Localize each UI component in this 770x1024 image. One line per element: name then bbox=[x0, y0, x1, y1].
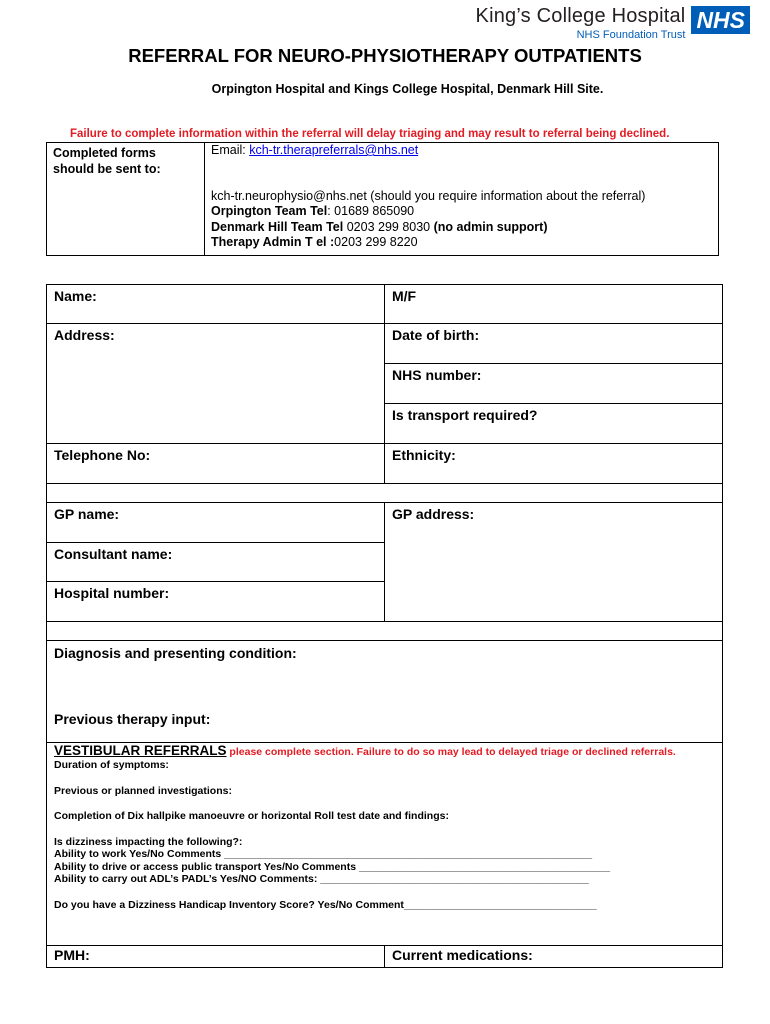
hospital-logo bbox=[476, 4, 750, 41]
hospital-number-field[interactable] bbox=[47, 582, 385, 622]
admin-number: 0203 299 8220 bbox=[334, 235, 418, 249]
spacer-row bbox=[47, 622, 723, 641]
medications-label: Current medications: bbox=[392, 947, 533, 963]
adl-ability-line: Ability to carry out ADL’s PADL’s Yes/NO Comments: ______________________________________________ bbox=[54, 873, 589, 885]
consultant-label: Consultant name: bbox=[54, 546, 173, 562]
name-label: Name: bbox=[54, 288, 97, 304]
referral-form-table bbox=[46, 284, 723, 968]
nhs-number-field[interactable] bbox=[385, 364, 723, 404]
neuro-email: kch-tr.neurophysio@nhs.net (should you require information about the referral) bbox=[211, 188, 646, 203]
dhi-score-line: Do you have a Dizziness Handicap Inventory Score? Yes/No Comment_________________________________ bbox=[54, 898, 597, 911]
pmh-label: PMH: bbox=[54, 947, 90, 963]
diagnosis-label: Diagnosis and presenting condition: bbox=[54, 645, 297, 661]
spacer-row bbox=[47, 484, 723, 503]
warning-text: Failure to complete information within the referral will delay triaging and may result to referral being declined. bbox=[70, 128, 670, 140]
previous-therapy-label: Previous therapy input: bbox=[54, 711, 211, 727]
orpington-label: Orpington Team Tel bbox=[211, 204, 328, 218]
gp-address-field[interactable] bbox=[385, 503, 723, 622]
transport-field[interactable] bbox=[385, 404, 723, 444]
transport-label: Is transport required? bbox=[392, 407, 538, 423]
duration-label: Duration of symptoms: bbox=[54, 759, 169, 771]
page-subtitle: Orpington Hospital and Kings College Hospital, Denmark Hill Site. bbox=[211, 82, 604, 96]
vestibular-note: please complete section. Failure to do so may lead to delayed triage or declined referrals. bbox=[226, 746, 676, 758]
denmark-label: Denmark Hill Team Tel bbox=[211, 219, 344, 234]
ethnicity-label: Ethnicity: bbox=[392, 447, 456, 463]
diagnosis-field[interactable] bbox=[47, 641, 723, 743]
contact-label: Completed forms should be sent to: bbox=[47, 143, 205, 256]
denmark-number: 0203 299 8030 bbox=[343, 219, 434, 234]
name-field[interactable] bbox=[47, 285, 385, 324]
denmark-note: (no admin support) bbox=[433, 219, 548, 234]
gp-name-field[interactable] bbox=[47, 503, 385, 543]
vestibular-section[interactable] bbox=[47, 743, 723, 946]
telephone-label: Telephone No: bbox=[54, 447, 151, 463]
logo-hospital-name: King’s College Hospital bbox=[475, 5, 686, 27]
address-label: Address: bbox=[54, 327, 115, 343]
work-ability-line: Ability to work Yes/No Comments _______________________________________________________________ bbox=[54, 848, 593, 860]
drive-ability-line: Ability to drive or access public transport Yes/No Comments ___________________________________________ bbox=[54, 860, 611, 873]
hospital-number-label: Hospital number: bbox=[54, 585, 170, 601]
admin-label: Therapy Admin T el : bbox=[211, 235, 335, 249]
dob-label: Date of birth: bbox=[392, 327, 480, 343]
orpington-number: : 01689 865090 bbox=[327, 204, 415, 218]
vestibular-title: VESTIBULAR REFERRALS bbox=[54, 743, 227, 758]
sex-field[interactable] bbox=[385, 285, 723, 324]
gp-name-label: GP name: bbox=[54, 506, 120, 522]
contact-details bbox=[205, 143, 719, 256]
dob-field[interactable] bbox=[385, 324, 723, 364]
consultant-field[interactable] bbox=[47, 543, 385, 582]
pmh-field[interactable] bbox=[47, 946, 385, 968]
address-field[interactable] bbox=[47, 324, 385, 444]
sex-label: M/F bbox=[392, 288, 417, 304]
ethnicity-field[interactable] bbox=[385, 444, 723, 484]
medications-field[interactable] bbox=[385, 946, 723, 968]
dix-hallpike-label: Completion of Dix hallpike manoeuvre or horizontal Roll test date and findings: bbox=[54, 810, 449, 822]
telephone-field[interactable] bbox=[47, 444, 385, 484]
nhs-number-label: NHS number: bbox=[392, 367, 482, 383]
gp-address-label: GP address: bbox=[392, 506, 475, 522]
email-link[interactable]: kch-tr.therapreferrals@nhs.net bbox=[249, 143, 419, 157]
investigations-label: Previous or planned investigations: bbox=[54, 784, 232, 797]
nhs-logo: NHS bbox=[691, 6, 750, 34]
email-prefix: Email: bbox=[211, 143, 250, 157]
logo-trust-name: NHS Foundation Trust bbox=[576, 29, 686, 41]
page-title: REFERRAL FOR NEURO-PHYSIOTHERAPY OUTPATIENTS bbox=[128, 45, 642, 66]
dizziness-question: Is dizziness impacting the following?: bbox=[54, 835, 243, 848]
contact-table bbox=[46, 142, 719, 256]
